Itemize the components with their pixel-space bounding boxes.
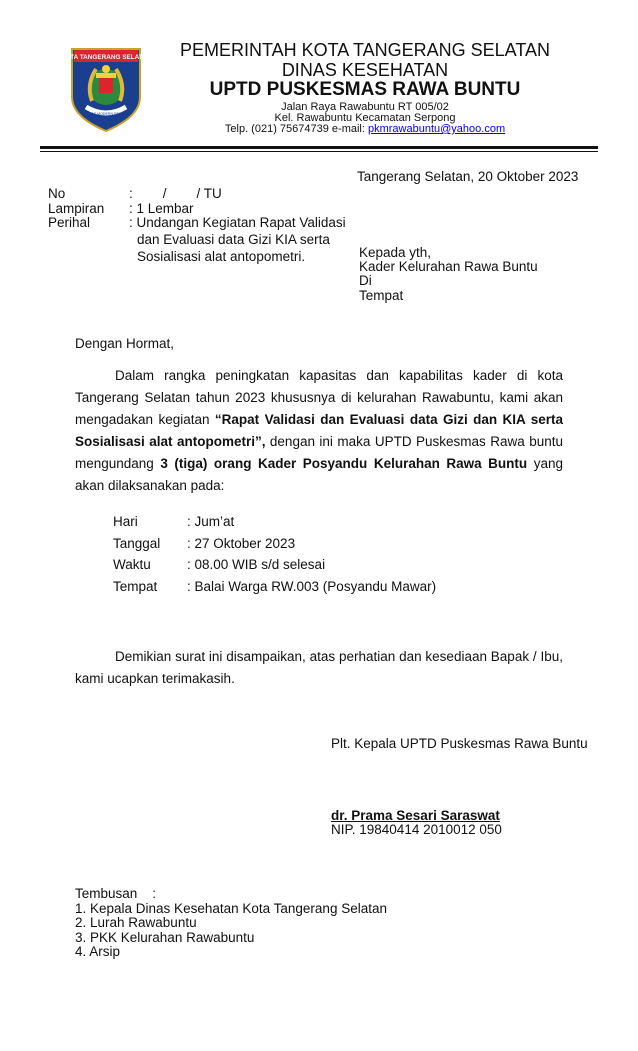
letterhead-government: PEMERINTAH KOTA TANGERANG SELATAN <box>179 40 551 60</box>
event-place-value: : Balai Warga RW.003 (Posyandu Mawar) <box>187 579 437 594</box>
signatory-title: Plt. Kepala UPTD Puskesmas Rawa Buntu <box>331 736 588 751</box>
city-emblem-logo <box>60 45 152 133</box>
invitee-count: 3 (tiga) orang Kader Posyandu Kelurahan Rawa Buntu <box>160 456 528 471</box>
event-time-label: Waktu <box>113 557 151 572</box>
paragraph-intro: Dalam rangka peningkatan kapasitas dan kapabilitas kader di kota Tangerang Selatan tahun 2023 khususnya di kelurahan Rawabuntu, kami akan mengadakan kegiatan <box>75 368 563 427</box>
letterhead-thick-divider <box>40 146 598 149</box>
subject-line-1: : Undangan Kegiatan Rapat Validasi <box>129 215 346 230</box>
attachment-label: Lampiran <box>48 201 105 216</box>
recipient-greeting: Kepada yth, <box>359 245 432 260</box>
event-title: “Rapat Validasi dan Evaluasi data Gizi dan KIA serta Sosialisasi alat antopometri”, <box>75 412 563 449</box>
letterhead-email-link[interactable]: pkmrawabuntu@yahoo.com <box>367 123 506 135</box>
invitation-paragraph <box>75 365 563 497</box>
letterhead-address-district: Kel. Rawabuntu Kecamatan Serpong <box>274 112 456 124</box>
event-date-label: Tanggal <box>113 536 161 551</box>
letterhead-department: DINAS KESEHATAN <box>281 60 449 80</box>
letterhead-address-street: Jalan Raya Rawabuntu RT 005/02 <box>281 101 449 113</box>
attachment-value: : 1 Lembar <box>129 201 194 216</box>
cc-item: 4. Arsip <box>75 944 121 959</box>
cc-item: 3. PKK Kelurahan Rawabuntu <box>75 930 255 945</box>
letterhead-thin-divider <box>40 151 598 152</box>
paragraph-end: yang akan dilaksanakan pada: <box>75 456 563 493</box>
cc-item: 2. Lurah Rawabuntu <box>75 915 197 930</box>
paragraph-middle: dengan ini maka UPTD Puskesmas Rawa buntu mengundang <box>75 434 563 471</box>
cc-title: Tembusan : <box>75 886 157 901</box>
event-day-value: : Jum’at <box>187 514 235 529</box>
number-value: : / / TU <box>129 186 222 201</box>
signatory-nip: NIP. 19840414 2010012 050 <box>331 822 502 837</box>
letterhead-institution: UPTD PUSKESMAS RAWA BUNTU <box>209 79 521 100</box>
recipient-name: Kader Kelurahan Rawa Buntu <box>359 259 538 274</box>
cc-item: 1. Kepala Dinas Kesehatan Kota Tangerang Selatan <box>75 901 387 916</box>
recipient-di: Di <box>359 273 372 288</box>
signatory-name: dr. Prama Sesari Saraswat <box>331 808 500 823</box>
event-date-value: : 27 Oktober 2023 <box>187 536 296 551</box>
subject-label: Perihal <box>48 215 91 230</box>
letter-date: Tangerang Selatan, 20 Oktober 2023 <box>357 169 579 184</box>
logo-top-text: KOTA TANGERANG SELATAN <box>60 54 152 61</box>
letterhead-contact <box>150 123 580 136</box>
closing-paragraph: Demikian surat ini disampaikan, atas perhatian dan kesediaan Bapak / Ibu, kami ucapkan terimakasih. <box>75 649 563 686</box>
event-time-value: : 08.00 WIB s/d selesai <box>187 557 326 572</box>
recipient-place: Tempat <box>359 288 404 303</box>
logo-bottom-text: CERDAS MODERN RELIGIUS <box>81 112 131 116</box>
subject-line-2: dan Evaluasi data Gizi KIA serta <box>137 232 330 247</box>
subject-line-3: Sosialisasi alat antopometri. <box>137 249 306 264</box>
letterhead-phone: Telp. (021) 75674739 e-mail: <box>224 123 368 135</box>
event-day-label: Hari <box>113 514 138 529</box>
event-place-label: Tempat <box>113 579 158 594</box>
number-label: No <box>48 186 66 201</box>
salutation: Dengan Hormat, <box>75 336 175 351</box>
